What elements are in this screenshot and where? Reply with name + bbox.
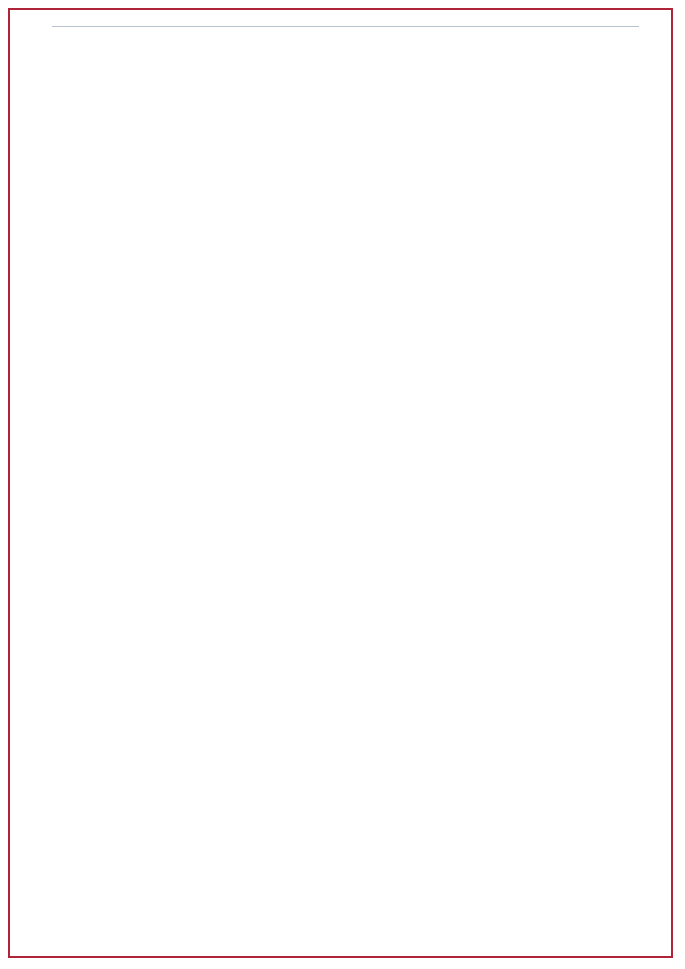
page-border [8, 8, 673, 958]
header-rule [52, 26, 639, 27]
